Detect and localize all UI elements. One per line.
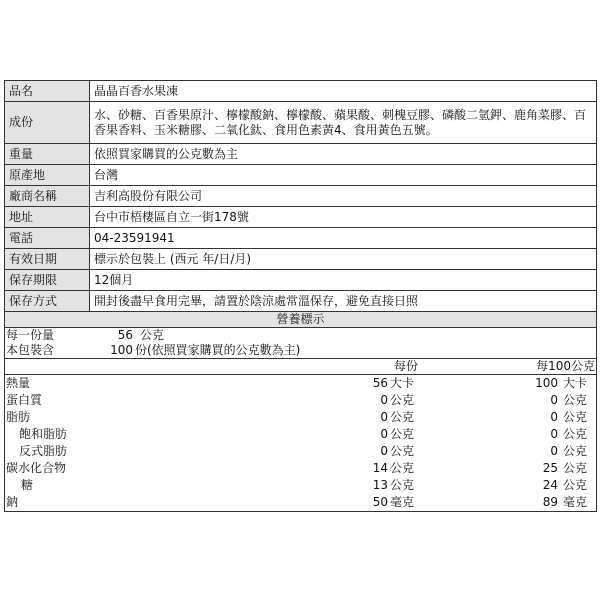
serving-size-value: 56 [117, 328, 133, 342]
spec-row-name [5, 81, 597, 102]
servings-unit: 份(依照買家購買的公克數為主) [135, 343, 301, 357]
nutrient-value-per-serving: 0 [380, 410, 388, 424]
nutrient-value-per-serving: 13 [372, 478, 388, 492]
nutrient-unit-per-100g: 公克 [563, 393, 588, 407]
spec-label: 電話 [5, 228, 90, 249]
nutrient-row-carbohydrate [5, 460, 596, 477]
spec-value: 04-23591941 [90, 228, 597, 249]
spec-label: 重量 [5, 144, 90, 165]
spec-value: 標示於包裝上 (西元 年/日/月) [90, 249, 597, 270]
col-per-100g: 每100公克 [536, 359, 595, 373]
spec-label: 地址 [5, 207, 90, 228]
spec-label: 原產地 [5, 165, 90, 186]
spec-value: 吉利高股份有限公司 [90, 186, 597, 207]
nutrient-value-per-100g: 24 [542, 478, 558, 492]
spec-row-storage [5, 291, 597, 312]
nutrient-unit-per-100g: 公克 [563, 478, 588, 492]
spec-value: 台中市梧棲區自立一街178號 [90, 207, 597, 228]
nutrient-value-per-serving: 0 [380, 393, 388, 407]
nutrient-unit-per-100g: 毫克 [563, 495, 588, 509]
product-info-sheet [4, 80, 597, 512]
nutrient-row-trans-fat [5, 443, 596, 460]
spec-value: 開封後盡早食用完畢，請置於陰涼處常溫保存，避免直接日照 [90, 291, 597, 312]
spec-value: 晶晶百香水果凍 [90, 81, 597, 102]
nutrient-row-calories [5, 375, 596, 392]
spec-label: 廠商名稱 [5, 186, 90, 207]
nutrient-row-sodium [5, 494, 596, 511]
serving-size-unit: 公克 [140, 328, 165, 342]
spec-row-manufacturer [5, 186, 597, 207]
spec-row-phone [5, 228, 597, 249]
servings-per-package-row [4, 343, 597, 358]
nutrient-name: 碳水化合物 [6, 461, 67, 475]
nutrient-name: 脂肪 [6, 410, 31, 424]
nutrient-name: 飽和脂肪 [19, 427, 68, 441]
servings-label: 本包裝含 [6, 343, 55, 357]
nutrient-value-per-100g: 89 [542, 495, 558, 509]
nutrient-row-saturated-fat [5, 426, 596, 443]
spec-value: 台灣 [90, 165, 597, 186]
spec-row-ingredients [5, 102, 597, 144]
spec-label: 成份 [5, 102, 90, 144]
nutrient-name: 反式脂肪 [19, 444, 68, 458]
product-spec-table [4, 80, 597, 312]
nutrient-unit-per-serving: 毫克 [390, 495, 415, 509]
spec-row-address [5, 207, 597, 228]
nutrition-header-row [5, 359, 596, 374]
nutrient-value-per-serving: 0 [380, 444, 388, 458]
spec-value: 12個月 [90, 270, 597, 291]
nutrient-row-protein [5, 392, 596, 409]
nutrient-value-per-100g: 0 [550, 444, 558, 458]
nutrient-unit-per-serving: 公克 [390, 393, 415, 407]
spec-label: 保存方式 [5, 291, 90, 312]
servings-value: 100 [110, 343, 133, 357]
nutrient-value-per-serving: 56 [372, 376, 388, 390]
nutrient-unit-per-serving: 公克 [390, 410, 415, 424]
nutrition-title: 營養標示 [4, 312, 597, 328]
nutrient-name: 熱量 [6, 376, 31, 390]
spec-label: 有效日期 [5, 249, 90, 270]
nutrient-unit-per-serving: 大卡 [390, 376, 415, 390]
nutrient-name: 糖 [21, 478, 34, 492]
nutrient-value-per-serving: 50 [372, 495, 388, 509]
nutrient-unit-per-serving: 公克 [390, 478, 415, 492]
nutrient-unit-per-serving: 公克 [390, 461, 415, 475]
nutrition-table [4, 358, 597, 512]
nutrient-value-per-serving: 14 [372, 461, 388, 475]
nutrient-unit-per-serving: 公克 [390, 444, 415, 458]
nutrient-value-per-100g: 25 [542, 461, 558, 475]
nutrient-unit-per-100g: 公克 [563, 461, 588, 475]
nutrient-unit-per-serving: 公克 [390, 427, 415, 441]
spec-row-shelf-life [5, 270, 597, 291]
spec-value: 依照買家購買的公克數為主 [90, 144, 597, 165]
spec-value: 水、砂糖、百香果原汁、檸檬酸鈉、檸檬酸、蘋果酸、刺槐豆膠、磷酸二氫鉀、鹿角菜膠、百香果香料、玉米糖膠、二氧化鈦、食用色素黃4、食用黃色五號。 [90, 102, 597, 144]
nutrient-unit-per-100g: 公克 [563, 427, 588, 441]
col-per-serving: 每份 [393, 359, 418, 373]
nutrient-name: 蛋白質 [6, 393, 43, 407]
nutrient-value-per-100g: 0 [550, 427, 558, 441]
spec-label: 保存期限 [5, 270, 90, 291]
nutrient-unit-per-100g: 大卡 [563, 376, 588, 390]
nutrient-row-sugar [5, 477, 596, 494]
spec-row-expiry [5, 249, 597, 270]
spec-row-origin [5, 165, 597, 186]
nutrient-value-per-serving: 0 [380, 427, 388, 441]
spec-label: 品名 [5, 81, 90, 102]
nutrient-value-per-100g: 0 [550, 393, 558, 407]
nutrient-row-fat [5, 409, 596, 426]
serving-size-label: 每一份量 [6, 328, 55, 342]
serving-size-row [4, 328, 597, 343]
nutrient-value-per-100g: 100 [535, 376, 558, 390]
nutrient-name: 鈉 [6, 495, 19, 509]
nutrient-unit-per-100g: 公克 [563, 410, 588, 424]
nutrient-unit-per-100g: 公克 [563, 444, 588, 458]
spec-row-weight [5, 144, 597, 165]
nutrient-value-per-100g: 0 [550, 410, 558, 424]
